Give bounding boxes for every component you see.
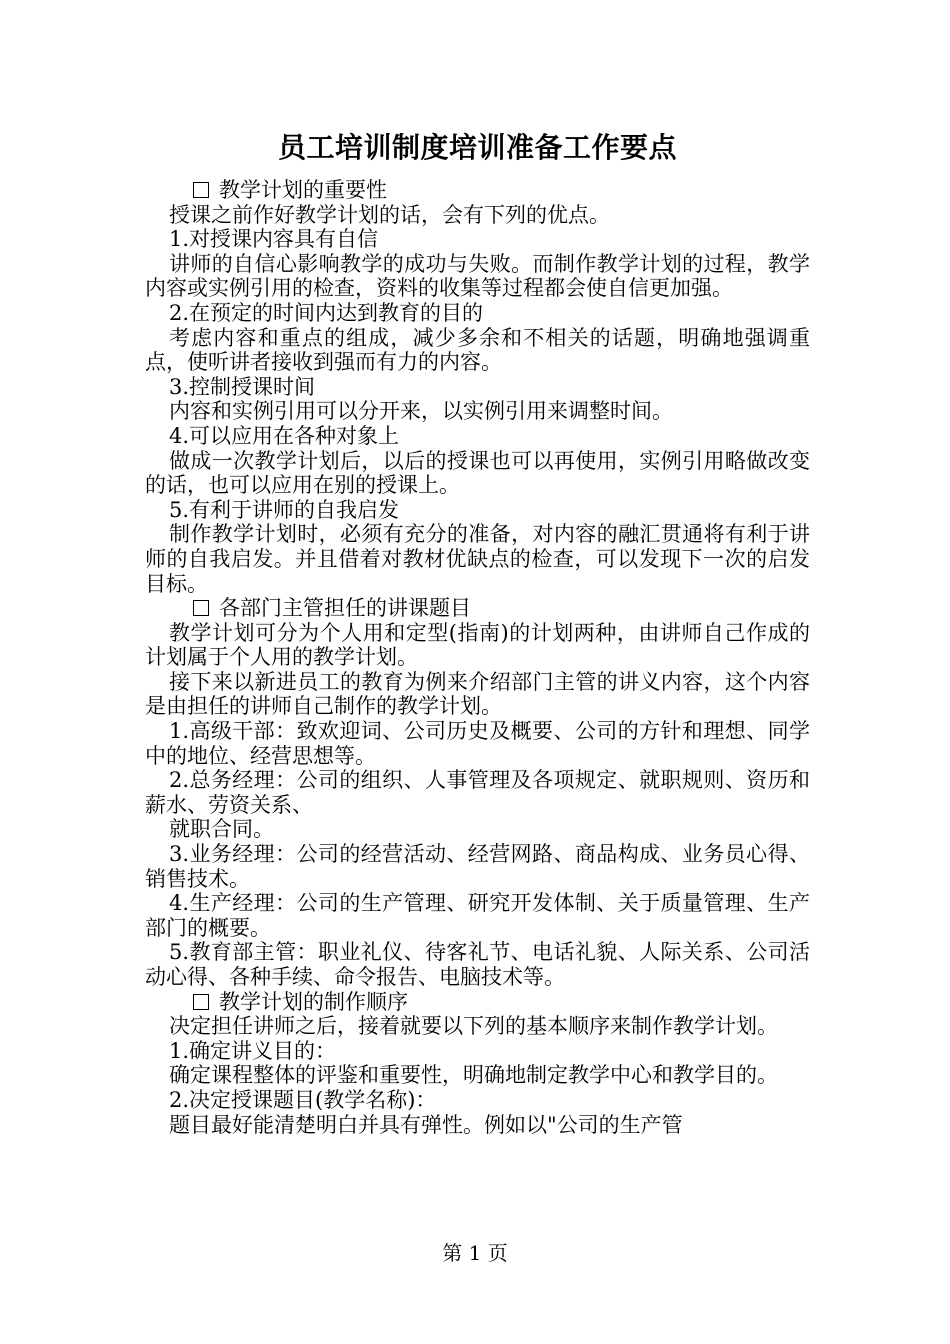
paragraph-text: 1.高级干部：致欢迎词、公司历史及概要、公司的方针和理想、同学中的地位、经营思想等。 — [145, 719, 810, 768]
page-footer: 第 1 页 — [442, 1241, 508, 1265]
paragraph-text: 5.教育部主管：职业礼仪、待客礼节、电话礼貌、人际关系、公司活动心得、各种手续、命令报告、电脑技术等。 — [145, 940, 810, 989]
paragraph — [145, 424, 810, 449]
paragraph-text: 1.对授课内容具有自信 — [169, 227, 379, 252]
paragraph-text: 做成一次教学计划后，以后的授课也可以再使用，实例引用略做改变的话，也可以应用在别的授课上。 — [145, 448, 810, 498]
paragraph-text: 内容和实例引用可以分开来，以实例引用来调整时间。 — [169, 399, 673, 424]
paragraph — [145, 1039, 810, 1064]
section-heading-text: 教学计划的重要性 — [219, 178, 387, 202]
paragraph — [145, 891, 810, 940]
section-heading-text: 各部门主管担任的讲课题目 — [219, 596, 471, 621]
paragraph — [145, 768, 810, 817]
paragraph — [145, 301, 810, 326]
paragraph — [145, 227, 810, 252]
paragraph-text: 讲师的自信心影响教学的成功与失败。而制作教学计划的过程，教学内容或实例引用的检查，资料的收集等过程都会使自信更加强。 — [145, 251, 810, 301]
paragraph-text: 就职合同。 — [169, 817, 274, 842]
paragraph-text: 2.决定授课题目(教学名称)： — [169, 1087, 437, 1112]
paragraph — [145, 326, 810, 375]
paragraph-text: 题目最好能清楚明白并具有弹性。例如以"公司的生产管 — [169, 1112, 683, 1137]
document-body — [145, 178, 810, 1137]
checkbox-square-icon — [193, 600, 209, 616]
paragraph-text: 考虑内容和重点的组成，减少多余和不相关的话题，明确地强调重点，使听讲者接收到强而有力的内容。 — [145, 325, 810, 375]
paragraph-text: 2.在预定的时间内达到教育的目的 — [169, 300, 484, 325]
paragraph — [145, 498, 810, 523]
paragraph-text: 授课之前作好教学计划的话，会有下列的优点。 — [169, 202, 610, 227]
paragraph-text: 5.有利于讲师的自我启发 — [169, 497, 400, 522]
paragraph — [145, 621, 810, 670]
paragraph-text: 4.生产经理：公司的生产管理、研究开发体制、关于质量管理、生产部门的概要。 — [145, 891, 810, 940]
paragraph — [145, 399, 810, 424]
paragraph — [145, 449, 810, 498]
paragraph — [145, 817, 810, 842]
paragraph-text: 1.确定讲义目的： — [169, 1038, 337, 1063]
paragraph — [145, 522, 810, 596]
paragraph — [145, 203, 810, 228]
paragraph — [145, 842, 810, 891]
section-heading — [145, 178, 810, 203]
paragraph-text: 接下来以新进员工的教育为例来介绍部门主管的讲义内容，这个内容是由担任的讲师自己制作的教学计划。 — [145, 669, 810, 719]
paragraph — [145, 1113, 810, 1138]
paragraph — [145, 252, 810, 301]
checkbox-square-icon — [193, 994, 209, 1010]
checkbox-square-icon — [193, 182, 209, 198]
document-page — [145, 128, 810, 1137]
section-heading — [145, 990, 810, 1015]
paragraph — [145, 375, 810, 400]
paragraph-text: 教学计划可分为个人用和定型(指南)的计划两种，由讲师自己作成的计划属于个人用的教学计划。 — [145, 620, 810, 670]
paragraph-text: 确定课程整体的评鉴和重要性，明确地制定教学中心和教学目的。 — [169, 1063, 778, 1088]
paragraph-text: 3.业务经理：公司的经营活动、经营网路、商品构成、业务员心得、销售技术。 — [145, 842, 810, 891]
section-heading — [145, 596, 810, 621]
paragraph — [145, 719, 810, 768]
document-title: 员工培训制度培训准备工作要点 — [277, 131, 677, 164]
paragraph — [145, 1088, 810, 1113]
paragraph — [145, 1014, 810, 1039]
section-heading-text: 教学计划的制作顺序 — [219, 989, 408, 1014]
paragraph — [145, 1063, 810, 1088]
paragraph-text: 4.可以应用在各种对象上 — [169, 423, 400, 448]
paragraph — [145, 670, 810, 719]
paragraph — [145, 940, 810, 989]
paragraph-text: 3.控制授课时间 — [169, 374, 316, 399]
paragraph-text: 决定担任讲师之后，接着就要以下列的基本顺序来制作教学计划。 — [169, 1014, 778, 1039]
paragraph-text: 制作教学计划时，必须有充分的准备，对内容的融汇贯通将有利于讲师的自我启发。并且借着对教材优缺点的检查，可以发现下一次的启发目标。 — [145, 522, 810, 596]
paragraph-text: 2.总务经理：公司的组织、人事管理及各项规定、就职规则、资历和薪水、劳资关系、 — [145, 768, 810, 817]
